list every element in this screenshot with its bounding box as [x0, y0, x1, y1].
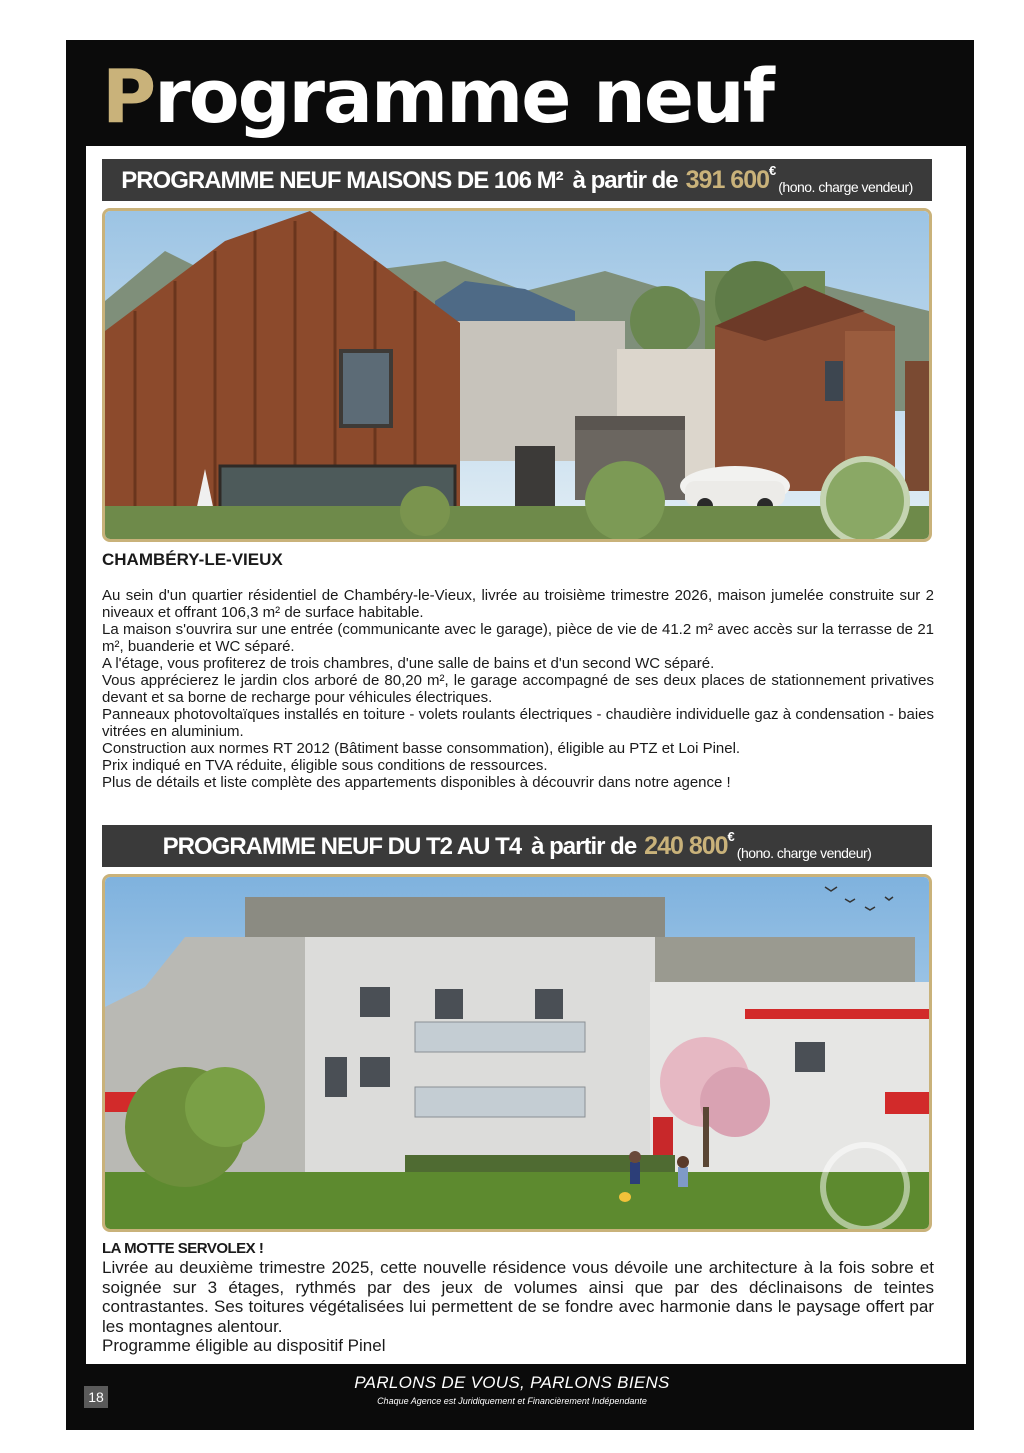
- listing2-heading: PROGRAMME NEUF DU T2 AU T4: [162, 833, 522, 860]
- listing1-city: CHAMBÉRY-LE-VIEUX: [102, 550, 283, 569]
- residence-illustration: [105, 877, 929, 1229]
- listing1-paragraph: La maison s'ouvrira sur une entrée (communicante avec le garage), pièce de vie de 41.2 m² avec accès sur la terrasse de 21 m², buanderie et WC séparé.: [102, 621, 934, 655]
- listing2-photo: [102, 874, 932, 1232]
- page-title-text: rogramme neuf: [154, 54, 773, 140]
- listing2-price: 240 800: [644, 832, 728, 860]
- listing2-currency: €: [727, 829, 735, 844]
- listing2-from-label: à partir de: [531, 833, 637, 860]
- listing2-city: LA MOTTE SERVOLEX !: [102, 1240, 264, 1257]
- listing2-fees-note: (hono. charge vendeur): [736, 845, 872, 861]
- listing2-banner: [102, 825, 932, 867]
- listing1-fees-note: (hono. charge vendeur): [778, 179, 913, 195]
- footer-disclaimer: Chaque Agence est Juridiquement et Financièrement Indépendante: [377, 1396, 647, 1406]
- listing1-paragraph: Prix indiqué en TVA réduite, éligible sous conditions de ressources.: [102, 757, 548, 774]
- listing1-paragraph: A l'étage, vous profiterez de trois chambres, d'une salle de bains et d'un second WC séparé.: [102, 655, 715, 672]
- listing1-banner: [102, 159, 932, 201]
- listing1-paragraph: Vous apprécierez le jardin clos arboré de 80,20 m², le garage accompagné de ses deux places de stationnement privatives devant et sa borne de recharge pour véhicules électriques.: [102, 672, 934, 706]
- page-title: [102, 52, 773, 142]
- listing1-paragraph: Plus de détails et liste complète des appartements disponibles à découvrir dans notre agence !: [102, 774, 731, 791]
- listing1-description: [102, 587, 934, 791]
- listing1-paragraph: Construction aux normes RT 2012 (Bâtiment basse consommation), éligible au PTZ et Loi Pinel.: [102, 740, 741, 757]
- houses-illustration: [105, 211, 929, 539]
- listing1-paragraph: Panneaux photovoltaïques installés en toiture - volets roulants électriques - chaudière individuelle gaz à condensation - baies vitrées en aluminium.: [102, 706, 934, 740]
- listing2-paragraph: Programme éligible au dispositif Pinel: [102, 1336, 386, 1355]
- listing1-currency: €: [769, 163, 777, 178]
- listing1-paragraph: Au sein d'un quartier résidentiel de Chambéry-le-Vieux, livrée au troisième trimestre 2026, maison jumelée construite sur 2 niveaux et offrant 106,3 m² de surface habitable.: [102, 587, 934, 621]
- listing2-description: [102, 1258, 934, 1356]
- listing1-price: 391 600: [685, 166, 770, 194]
- page-number: 18: [84, 1386, 108, 1408]
- page-title-initial: P: [102, 54, 155, 140]
- listing1-photo: [102, 208, 932, 542]
- listing1-heading: PROGRAMME NEUF MAISONS DE 106 M²: [121, 167, 563, 194]
- footer-slogan: PARLONS DE VOUS, PARLONS BIENS: [354, 1373, 670, 1392]
- listing2-paragraph: Livrée au deuxième trimestre 2025, cette nouvelle résidence vous dévoile une architecture à la fois sobre et soignée sur 3 étages, rythmés par des jeux de volumes ainsi que par des déclinaisons de teintes contrastantes. Ses toitures végétalisées lui permettent de se fondre avec harmonie dans le paysage offert par les montagnes alentour.: [102, 1258, 934, 1336]
- listing1-from-label: à partir de: [572, 167, 678, 194]
